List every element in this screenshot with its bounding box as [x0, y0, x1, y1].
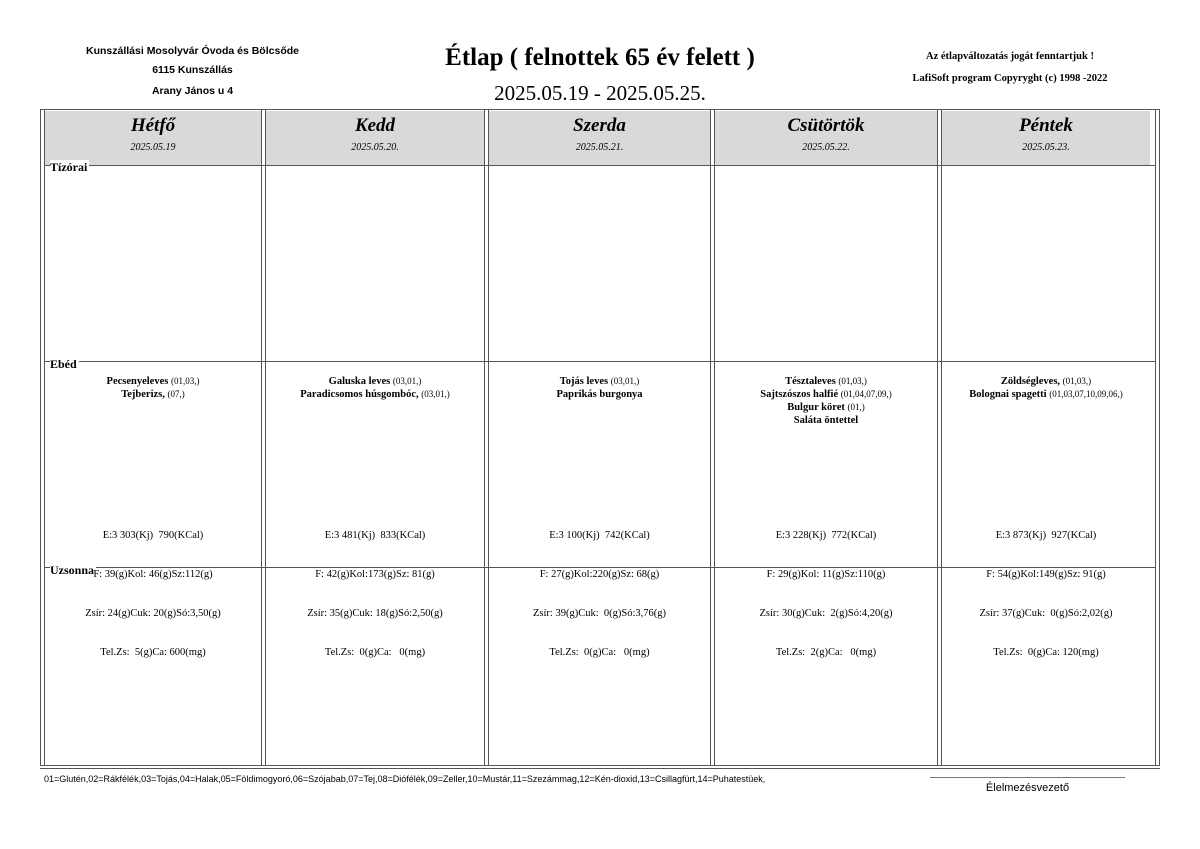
- nutrition-line: F: 54(g)Kol:149(g)Sz: 91(g): [986, 569, 1106, 580]
- day-date: 2025.05.20.: [351, 142, 399, 153]
- dish-item: Saláta öntettel: [793, 415, 859, 426]
- nutrition-friday: [942, 503, 1150, 672]
- dish-item: Tésztaleves (01,03,): [785, 376, 867, 387]
- nutrition-line: Tel.Zs: 2(g)Ca: 0(mg): [775, 647, 877, 658]
- dish-item: Bulgur köret (01,): [787, 402, 865, 413]
- allergen-codes: (03,01,): [392, 376, 422, 386]
- day-name: Csütörtök: [787, 115, 865, 136]
- day-header-monday: [45, 111, 261, 165]
- nutrition-line: Tel.Zs: 0(g)Ca: 0(mg): [324, 647, 426, 658]
- dish-item: Tojás leves (03,01,): [559, 376, 640, 387]
- page-title: Étlap ( felnottek 65 év felett ): [445, 44, 755, 71]
- nutrition-wednesday: [489, 503, 710, 672]
- dish-item: Sajtszószos halfié (01,04,07,09,): [760, 389, 892, 400]
- day-name: Hétfő: [130, 115, 176, 136]
- dish-item: Zöldségleves, (01,03,): [1000, 376, 1092, 387]
- day-header-friday: [942, 111, 1150, 165]
- allergen-legend: 01=Glutén,02=Rákfélék,03=Tojás,04=Halak,05=Földimogyoró,06=Szójabab,07=Tej,08=Diófélék,09=Zeller,10=Mustár,11=Szezámmag,12=Kén-dioxid,13=Csillagfürt,14=Puhatestüek,: [44, 774, 766, 784]
- institution-address: Arany János u 4: [151, 85, 234, 97]
- lunch-dishes-tuesday: [266, 375, 484, 401]
- nutrition-line: E:3 100(Kj) 742(KCal): [549, 530, 650, 541]
- nutrition-thursday: [715, 503, 937, 672]
- allergen-codes: (07,): [167, 389, 185, 399]
- meal-label-morning: Tízórai: [50, 160, 88, 174]
- day-name: Péntek: [1019, 115, 1073, 136]
- lunch-dishes-wednesday: [489, 375, 710, 401]
- change-notice: Az étlapváltozatás jogát fenntartjuk !: [926, 51, 1094, 62]
- nutrition-line: Zsír: 39(g)Cuk: 0(g)Só:3,76(g): [533, 608, 666, 619]
- nutrition-line: Zsír: 35(g)Cuk: 18(g)Só:2,50(g): [307, 608, 443, 619]
- nutrition-monday: [45, 503, 261, 672]
- allergen-codes: (03,01,): [610, 376, 640, 386]
- allergen-codes: (01,04,07,09,): [840, 389, 892, 399]
- copyright-text: LafiSoft program Copyryght (c) 1998 -2022: [912, 73, 1108, 84]
- meal-label-afternoon: Uzsonna: [50, 563, 95, 577]
- dish-item: Galuska leves (03,01,): [328, 376, 422, 387]
- day-date: 2025.05.19: [130, 142, 176, 153]
- dish-item: Bolognai spagetti (01,03,07,10,09,06,): [969, 389, 1123, 400]
- day-name: Kedd: [354, 115, 396, 136]
- dish-item: Tejberizs, (07,): [121, 389, 185, 400]
- allergen-codes: (01,03,07,10,09,06,): [1049, 389, 1123, 399]
- dish-item: Paprikás burgonya: [556, 389, 643, 400]
- allergen-codes: (03,01,): [421, 389, 450, 399]
- nutrition-line: E:3 228(Kj) 772(KCal): [775, 530, 877, 541]
- nutrition-line: F: 29(g)Kol: 11(g)Sz:110(g): [766, 569, 886, 580]
- lunch-dishes-thursday: [715, 375, 937, 427]
- institution-name: Kunszállási Mosolyvár Óvoda és Bölcsőde: [86, 45, 299, 57]
- dish-item: Paradicsomos húsgombóc, (03,01,): [300, 389, 450, 400]
- day-name: Szerda: [573, 115, 626, 136]
- day-header-thursday: [715, 111, 937, 165]
- nutrition-line: Tel.Zs: 0(g)Ca: 120(mg): [993, 647, 1099, 658]
- day-date: 2025.05.22.: [802, 142, 850, 153]
- nutrition-line: E:3 481(Kj) 833(KCal): [324, 530, 426, 541]
- signature-line: [930, 777, 1125, 778]
- nutrition-line: F: 27(g)Kol:220(g)Sz: 68(g): [539, 569, 660, 580]
- institution-city: 6115 Kunszállás: [152, 64, 233, 76]
- nutrition-line: F: 42(g)Kol:173(g)Sz: 81(g): [315, 569, 435, 580]
- nutrition-line: F: 39(g)Kol: 46(g)Sz:112(g): [93, 569, 213, 580]
- allergen-codes: (01,03,): [170, 376, 200, 386]
- nutrition-line: Tel.Zs: 0(g)Ca: 0(mg): [549, 647, 650, 658]
- day-date: 2025.05.23.: [1022, 142, 1070, 153]
- nutrition-tuesday: [266, 503, 484, 672]
- meal-label-lunch: Ebéd: [50, 357, 77, 371]
- day-header-wednesday: [489, 111, 710, 165]
- nutrition-line: E:3 873(Kj) 927(KCal): [995, 530, 1097, 541]
- lunch-dishes-monday: [45, 375, 261, 401]
- nutrition-line: Tel.Zs: 5(g)Ca: 600(mg): [100, 647, 206, 658]
- allergen-codes: (01,03,): [838, 376, 867, 386]
- lunch-dishes-friday: [942, 375, 1150, 401]
- allergen-codes: (01,03,): [1062, 376, 1092, 386]
- date-range: 2025.05.19 - 2025.05.25.: [494, 81, 706, 105]
- day-date: 2025.05.21.: [575, 142, 624, 153]
- nutrition-line: Zsír: 37(g)Cuk: 0(g)Só:2,02(g): [979, 608, 1113, 619]
- nutrition-line: Zsír: 24(g)Cuk: 20(g)Só:3,50(g): [85, 608, 221, 619]
- signature-label: Élelmezésvezető: [985, 782, 1070, 794]
- nutrition-line: E:3 303(Kj) 790(KCal): [102, 530, 204, 541]
- dish-item: Pecsenyeleves (01,03,): [106, 376, 200, 387]
- day-header-tuesday: [266, 111, 484, 165]
- nutrition-line: Zsír: 30(g)Cuk: 2(g)Só:4,20(g): [759, 608, 893, 619]
- allergen-codes: (01,): [847, 402, 865, 412]
